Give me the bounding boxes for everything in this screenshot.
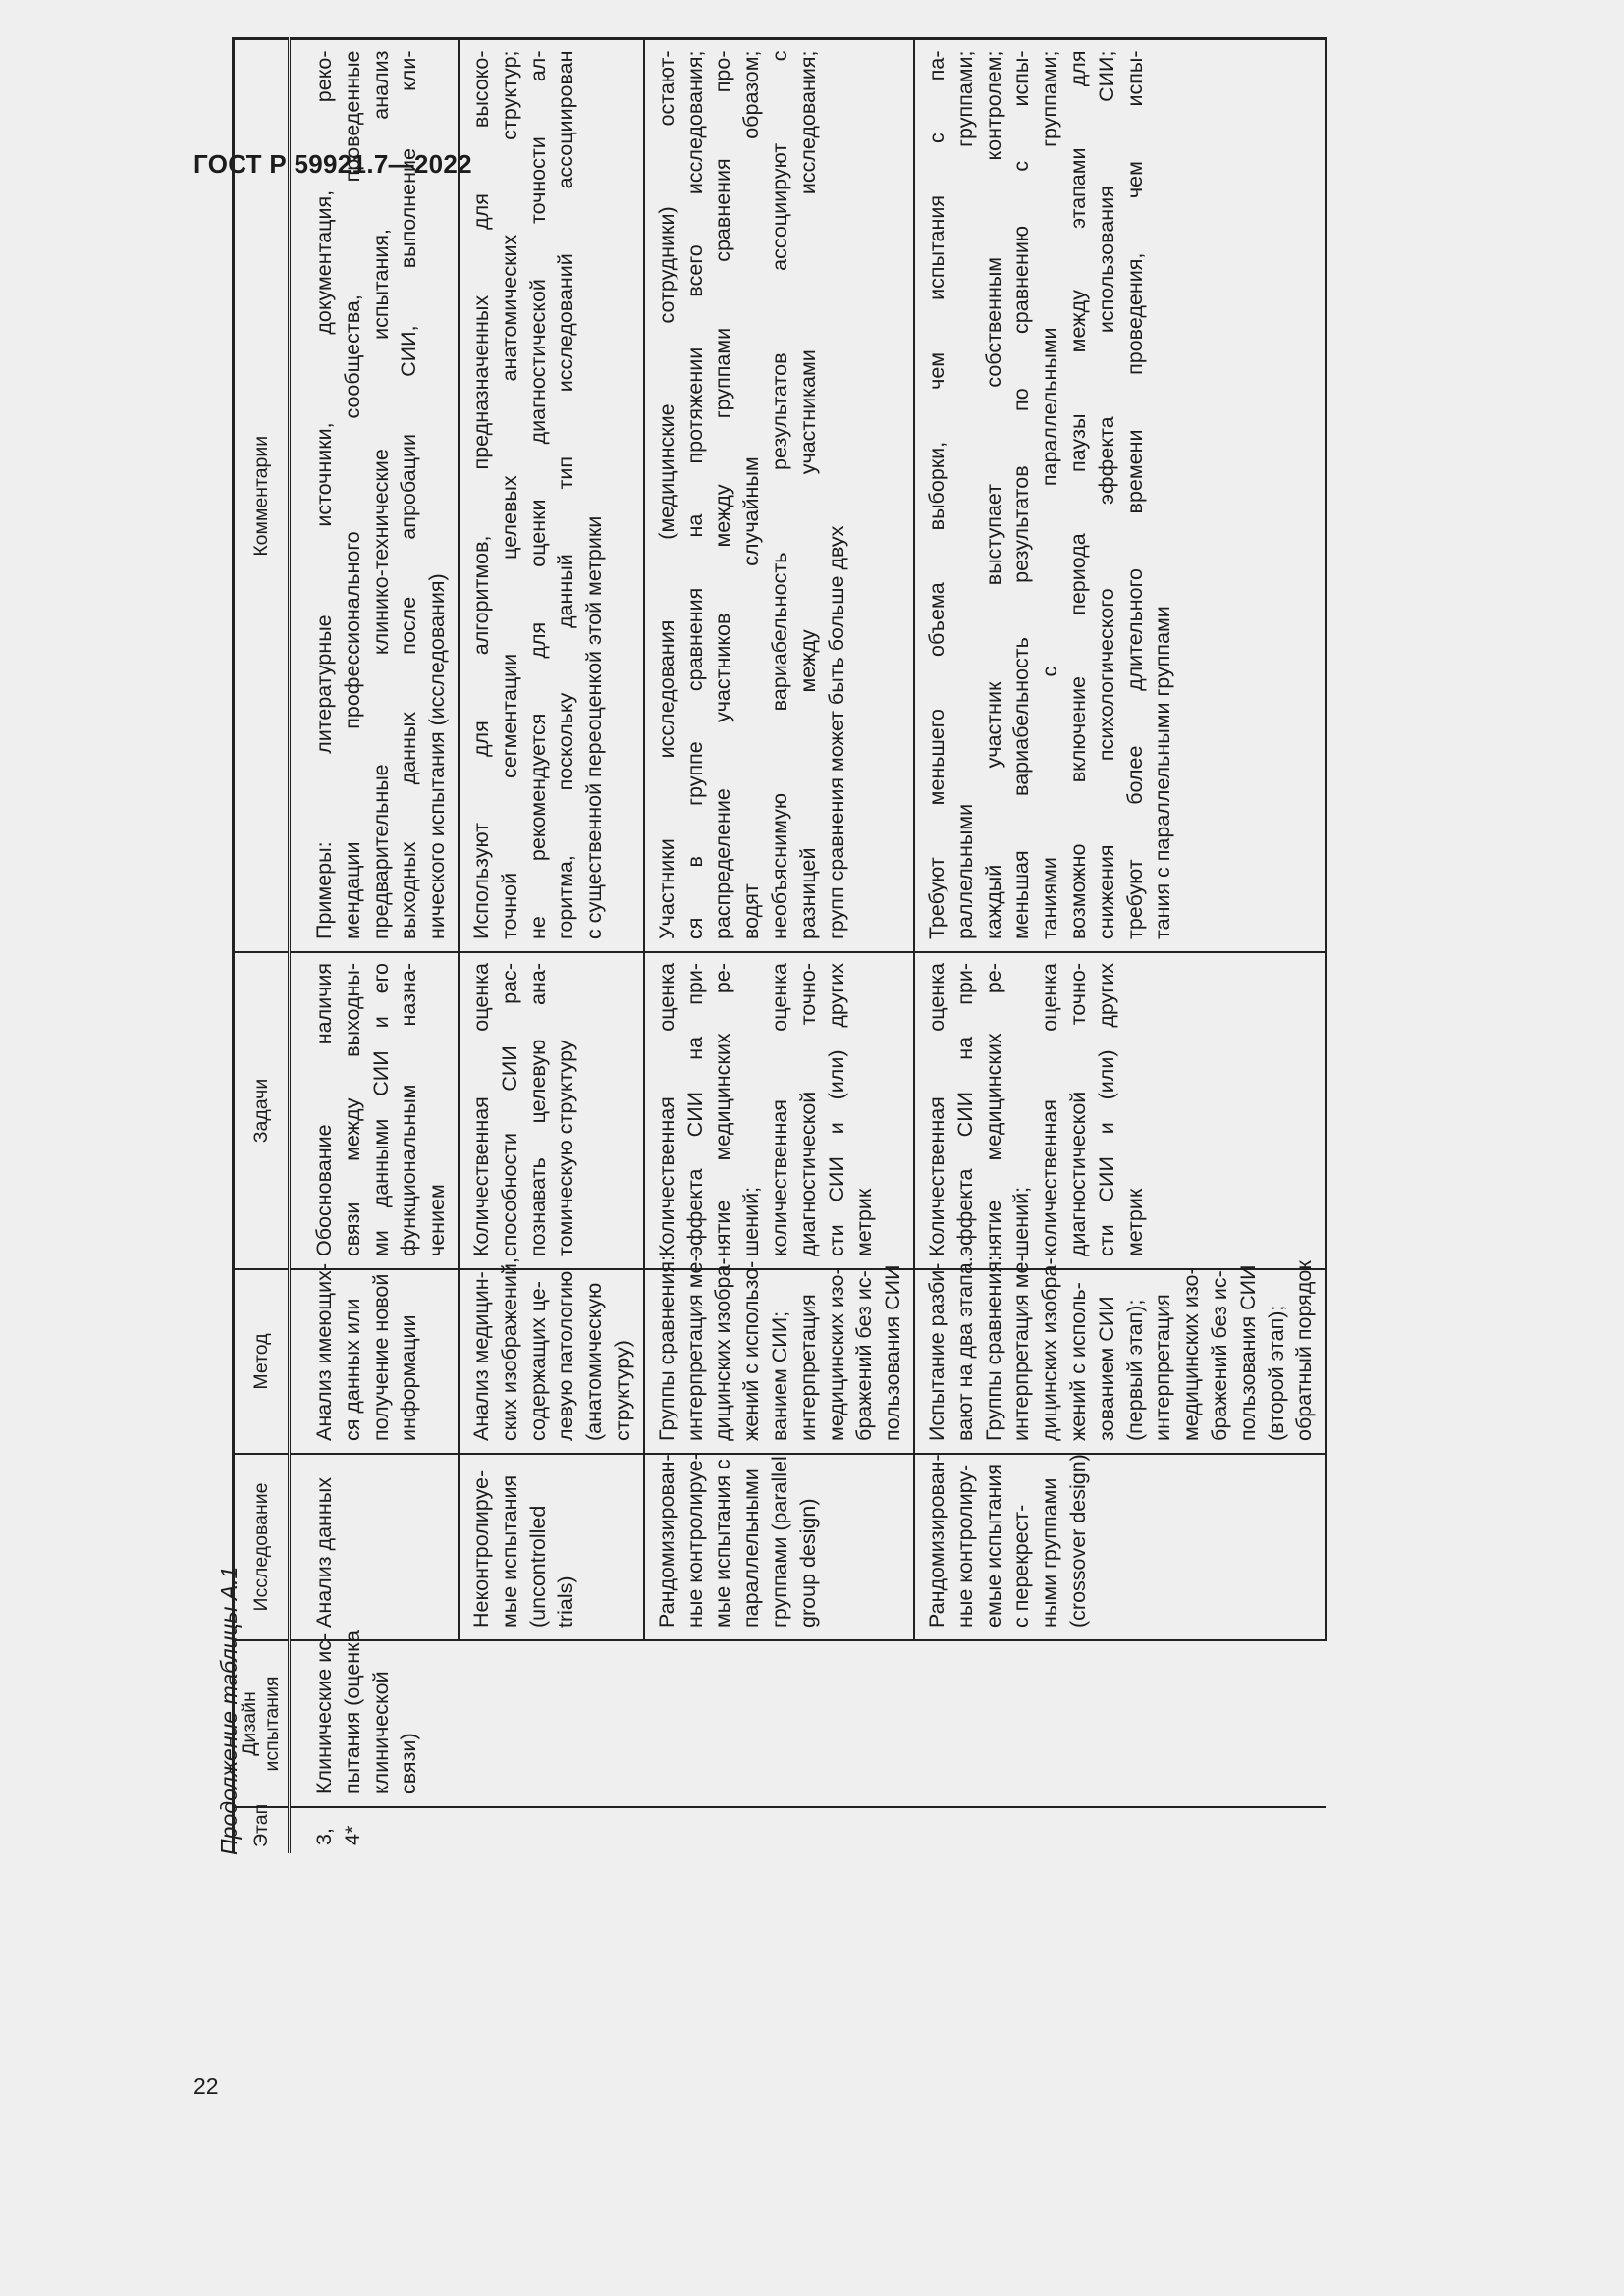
cell-study bbox=[644, 1454, 914, 1640]
cell-text-line: точной сегментации целевых анатомических структур; bbox=[497, 50, 521, 939]
cell-text-line: сти СИИ и (или) других bbox=[824, 963, 848, 1256]
cell-text-line: снижения психологического эффекта использования СИИ; bbox=[1094, 50, 1118, 939]
cell-text-line: Количественная оценка bbox=[654, 963, 678, 1256]
column-header-design: Дизайн испытания bbox=[234, 1640, 290, 1807]
cell-text-line: предварительные клинико-технические испытания, анализ bbox=[368, 50, 393, 939]
cell-text-line: ся в группе сравнения на протяжении всего исследования; bbox=[682, 50, 707, 939]
cell-text-line: структуру) bbox=[610, 1340, 634, 1441]
cell-text-line: распределение участников между группами сравнения про- bbox=[711, 50, 735, 939]
cell-text-line: каждый участник выступает собственным контролем; bbox=[981, 50, 1005, 939]
cell-text-line: эффекта СИИ на при- bbox=[682, 963, 707, 1256]
table-continuation-label: Продолжение таблицы А.1 bbox=[216, 1566, 242, 1855]
cell-text-line: сти СИИ и (или) других bbox=[1094, 963, 1118, 1256]
cell-text-line: параллельными bbox=[739, 1468, 764, 1628]
cell-text-line: Анализ медицин- bbox=[468, 1271, 493, 1441]
cell-text-line: обратный порядок bbox=[1292, 1260, 1317, 1441]
standard-code: ГОСТ Р 59921.7—2022 bbox=[193, 149, 472, 179]
cell-text-line: Рандомизирован- bbox=[924, 1454, 948, 1628]
cell-study bbox=[459, 1454, 644, 1640]
cell-text-line: клинической bbox=[368, 1671, 393, 1794]
cell-method bbox=[644, 1255, 914, 1454]
cell-text-line: Требуют меньшего объема выборки, чем испытания с па- bbox=[924, 50, 948, 939]
cell-text-line: Неконтролируе- bbox=[468, 1469, 493, 1628]
table-row bbox=[914, 39, 1326, 1853]
cell-text-line: диагностической точно- bbox=[1065, 963, 1090, 1256]
cell-text-line: меньшая вариабельность результатов по сравнению с испы- bbox=[1009, 50, 1034, 939]
cell-text-line: групп сравнения может быть больше двух bbox=[824, 525, 848, 939]
cell-text-line: ся данных или bbox=[340, 1298, 364, 1441]
cell-text-line: интерпретация bbox=[795, 1294, 820, 1441]
cell-text-line: шений; bbox=[1009, 1186, 1034, 1256]
table-row bbox=[459, 39, 644, 1853]
cell-text-line: Клинические ис- bbox=[312, 1632, 336, 1794]
cell-text-line: способности СИИ рас- bbox=[497, 963, 521, 1256]
cell-text-line: Используют для алгоритмов, предназначенных для высоко- bbox=[468, 50, 493, 939]
cell-text-line: мые испытания с bbox=[711, 1459, 735, 1628]
cell-text-line: интерпретация bbox=[1151, 1294, 1175, 1441]
cell-text-line: trials) bbox=[554, 1575, 578, 1628]
cell-text-line: таниями с параллельными группами; bbox=[1038, 50, 1062, 939]
column-header-study: Исследование bbox=[234, 1454, 290, 1640]
cell-text-line: диагностической точно- bbox=[795, 963, 820, 1256]
cell-text-line: тания с параллельными группами bbox=[1151, 606, 1175, 939]
cell-text-line: метрик bbox=[852, 1188, 877, 1256]
cell-text-line: водят случайным образом; bbox=[739, 50, 764, 939]
cell-text-line: Испытание разби- bbox=[924, 1262, 948, 1441]
cell-text-line: медицинских изо- bbox=[1179, 1267, 1204, 1441]
cell-text-line: жений с исполь- bbox=[1065, 1282, 1090, 1441]
cell-text-line: чением bbox=[425, 1184, 450, 1256]
rotated-table-area bbox=[137, 29, 1551, 1855]
cell-text-line: количественная оценка bbox=[1038, 963, 1062, 1256]
cell-text-line: левую патологию bbox=[554, 1270, 578, 1441]
cell-text-line: 3, bbox=[312, 1828, 336, 1845]
cell-text-line: Рандомизирован- bbox=[654, 1454, 678, 1628]
cell-text-line: с существенной переоценкой этой метрики bbox=[582, 515, 607, 939]
cell-text-line: (crossover design) bbox=[1065, 1454, 1090, 1628]
page-number: 22 bbox=[193, 2073, 219, 2099]
cell-text-line: Количественная оценка bbox=[468, 963, 493, 1256]
cell-text-line: ми данными СИИ и его bbox=[368, 963, 393, 1256]
cell-text-line: (анатомическую bbox=[582, 1282, 607, 1441]
cell-text-line: дицинских изобра- bbox=[711, 1257, 735, 1441]
cell-text-line: ными группами bbox=[1038, 1477, 1062, 1628]
cell-tasks bbox=[914, 952, 1326, 1269]
cell-text-line: шений; bbox=[739, 1186, 764, 1256]
column-header-method: Метод bbox=[234, 1269, 290, 1454]
cell-method bbox=[914, 1255, 1326, 1454]
cell-text-line: мендации профессионального сообщества, проведенные bbox=[340, 50, 364, 939]
cell-text-line: (первый этап); bbox=[1122, 1299, 1147, 1441]
cell-text-line: вают на два этапа. bbox=[952, 1256, 977, 1441]
cell-text-line: бражений без ис- bbox=[1207, 1270, 1231, 1441]
cell-text-line: бражений без ис- bbox=[852, 1270, 877, 1441]
cell-text-line: метрик bbox=[1122, 1188, 1147, 1256]
cell-text-line: познавать целевую ана- bbox=[525, 963, 550, 1256]
column-header-stage: Этап bbox=[234, 1807, 290, 1853]
cell-study bbox=[290, 1454, 459, 1640]
cell-text-line: интерпретация ме- bbox=[1009, 1255, 1034, 1441]
cell-text-line: пытания (оценка bbox=[340, 1629, 364, 1794]
cell-text-line: разницей между участниками исследования; bbox=[795, 50, 820, 939]
cell-text-line: пользования СИИ bbox=[881, 1264, 905, 1441]
cell-text-line: количественная оценка bbox=[767, 963, 791, 1256]
cell-text-line: Количественная оценка bbox=[924, 963, 948, 1256]
cell-text-line: связи между выходны- bbox=[340, 963, 364, 1256]
cell-text-line: не рекомендуется для оценки диагностической точности ал- bbox=[525, 50, 550, 939]
cell-text-line: мые испытания bbox=[497, 1474, 521, 1628]
cell-text-line: зованием СИИ bbox=[1094, 1296, 1118, 1441]
cell-text-line: group design) bbox=[795, 1498, 820, 1628]
cell-text-line: Обоснование наличия bbox=[312, 963, 336, 1256]
cell-text-line: горитма, поскольку данный тип исследований ассоциирован bbox=[554, 50, 578, 939]
cell-comments bbox=[459, 39, 644, 952]
cell-study bbox=[914, 1454, 1326, 1640]
cell-text-line: медицинских изо- bbox=[824, 1267, 848, 1441]
cell-text-line: жений с использо- bbox=[739, 1260, 764, 1441]
cell-method bbox=[459, 1257, 644, 1454]
column-header-tasks: Задачи bbox=[234, 952, 290, 1269]
cell-text-line: связи) bbox=[397, 1733, 421, 1794]
cell-tasks bbox=[644, 952, 914, 1269]
cell-text-line: группами (parallel bbox=[767, 1456, 791, 1628]
cell-text-line: информации bbox=[397, 1314, 421, 1441]
trials-table bbox=[232, 38, 1327, 1854]
cell-method bbox=[290, 1262, 459, 1454]
cell-text-line: пользования СИИ bbox=[1235, 1264, 1260, 1441]
cell-text-line: Анализ данных bbox=[312, 1476, 336, 1628]
cell-design bbox=[290, 1629, 1326, 1807]
cell-text-line: емые испытания bbox=[981, 1463, 1005, 1628]
cell-text-line: ные контролиру- bbox=[952, 1464, 977, 1628]
cell-text-line: Примеры: литературные источники, документация, реко- bbox=[312, 50, 336, 939]
cell-text-line: требуют более длительного времени проведения, чем испы- bbox=[1122, 50, 1147, 939]
cell-text-line: выходных данных после апробации СИИ, выполнение кли- bbox=[397, 50, 421, 939]
cell-text-line: ских изображений, bbox=[497, 1257, 521, 1441]
cell-text-line: Анализ имеющих- bbox=[312, 1262, 336, 1441]
cell-text-line: нятие медицинских ре- bbox=[981, 963, 1005, 1256]
cell-comments bbox=[914, 39, 1326, 952]
cell-text-line: раллельными группами; bbox=[952, 50, 977, 939]
cell-text-line: томическую структуру bbox=[554, 1040, 578, 1256]
table-row bbox=[290, 39, 459, 1853]
cell-text-line: эффекта СИИ на при- bbox=[952, 963, 977, 1256]
cell-tasks bbox=[290, 952, 459, 1269]
table-header-row bbox=[234, 39, 290, 1853]
cell-comments bbox=[644, 39, 914, 952]
cell-stage bbox=[290, 1807, 1326, 1853]
cell-text-line: интерпретация ме- bbox=[682, 1255, 707, 1441]
cell-text-line: необъяснимую вариабельность результатов ассоциируют с bbox=[767, 50, 791, 939]
cell-comments bbox=[290, 39, 459, 952]
cell-text-line: дицинских изобра- bbox=[1038, 1257, 1062, 1441]
cell-text-line: (uncontrolled bbox=[525, 1505, 550, 1628]
cell-text-line: ные контролируе- bbox=[682, 1453, 707, 1628]
cell-text-line: 4* bbox=[340, 1825, 364, 1845]
cell-text-line: Группы сравнения: bbox=[981, 1255, 1005, 1441]
cell-text-line: возможно включение периода паузы между этапами для bbox=[1065, 50, 1090, 939]
cell-text-line: с перекрест- bbox=[1009, 1504, 1034, 1628]
cell-text-line: функциональным назна- bbox=[397, 963, 421, 1256]
table-row bbox=[644, 39, 914, 1853]
cell-text-line: нятие медицинских ре- bbox=[711, 963, 735, 1256]
cell-text-line: нического испытания (исследования) bbox=[425, 573, 450, 939]
cell-text-line: ванием СИИ; bbox=[767, 1310, 791, 1441]
column-header-comments: Комментарии bbox=[234, 39, 290, 952]
cell-text-line: (второй этап); bbox=[1264, 1305, 1288, 1441]
cell-text-line: содержащих це- bbox=[525, 1281, 550, 1441]
cell-text-line: Участники исследования (медицинские сотрудники) остают- bbox=[654, 50, 678, 939]
cell-text-line: получение новой bbox=[368, 1273, 393, 1441]
cell-text-line: Группы сравнения: bbox=[654, 1255, 678, 1441]
cell-tasks bbox=[459, 952, 644, 1269]
